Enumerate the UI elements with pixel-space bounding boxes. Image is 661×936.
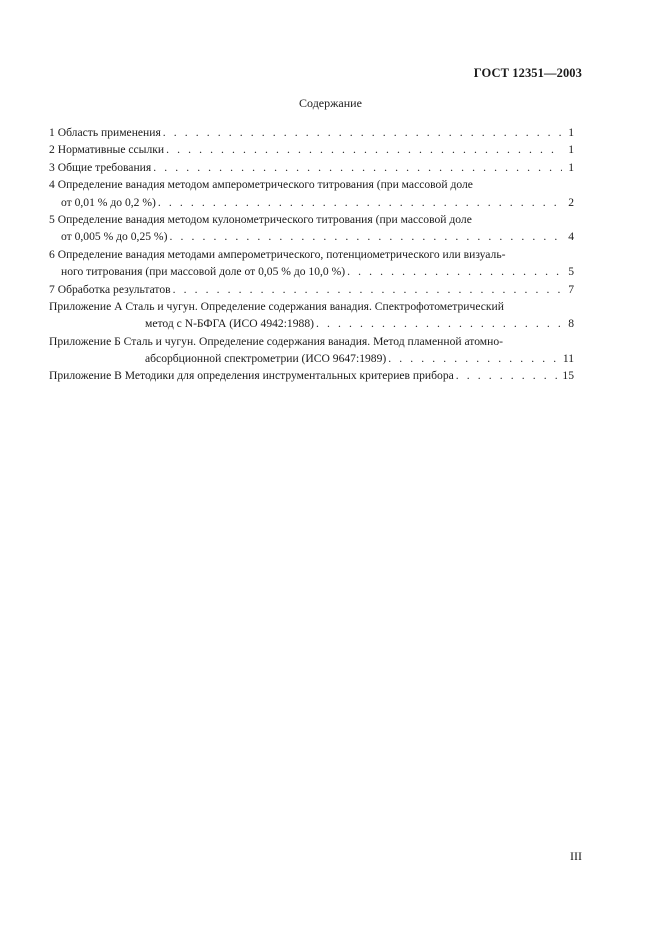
toc-entry-2[interactable]: [49, 141, 574, 158]
toc-entry-label-line1: Приложение Б Сталь и чугун. Определение содержания ванадия. Метод пламенной атомно-: [49, 334, 504, 348]
toc-entry-7[interactable]: [49, 281, 574, 298]
toc-entry-label: 7 Обработка результатов: [49, 282, 171, 296]
toc-entry-page: 11: [562, 352, 574, 366]
toc-entry-label-line1: 5 Определение ванадия методом кулонометрического титрования (при массовой доле: [49, 212, 472, 226]
toc-entry-label-line2: от 0,01 % до 0,2 %): [61, 195, 156, 209]
standard-code: ГОСТ 12351—2003: [473, 66, 582, 80]
toc-entry-page: 5: [568, 265, 574, 279]
toc-entry-label: 1 Область применения: [49, 126, 161, 139]
toc-entry-label: 2 Нормативные ссылки: [49, 143, 165, 157]
dot-leader: [166, 141, 562, 158]
toc-entry-label-line1: 6 Определение ванадия методами амперометрического, потенциометрического или визуаль-: [49, 247, 506, 261]
dot-leader: [163, 124, 562, 141]
toc-entry-5[interactable]: [49, 211, 574, 246]
dot-leader: [456, 367, 559, 384]
dot-leader: [169, 228, 562, 245]
toc-entry-label-line2: метод с N-БФГА (ИСО 4942:1988): [145, 317, 314, 331]
dot-leader: [388, 350, 559, 367]
toc-entry-label-line2: ного титрования (при массовой доле от 0,05 % до 10,0 %): [61, 265, 346, 279]
dot-leader: [316, 315, 562, 332]
toc-entry-appendix-b[interactable]: [49, 333, 574, 368]
toc-title: Содержание: [299, 96, 362, 110]
toc-entry-label-line1: Приложение А Сталь и чугун. Определение содержания ванадия. Спектрофотометрический: [49, 299, 504, 313]
table-of-contents: [49, 124, 574, 385]
toc-entry-page: 7: [568, 282, 574, 296]
toc-entry-page: 1: [568, 143, 574, 157]
toc-entry-6[interactable]: [49, 246, 574, 281]
page-number: III: [570, 849, 582, 863]
toc-entry-page: 1: [568, 160, 574, 174]
toc-entry-label-line1: 4 Определение ванадия методом амперометрического титрования (при массовой доле: [49, 178, 473, 192]
dot-leader: [158, 194, 562, 211]
toc-entry-label-line2: от 0,005 % до 0,25 %): [61, 230, 168, 244]
toc-entry-page: 2: [568, 195, 574, 209]
toc-entry-label: Приложение В Методики для определения инструментальных критериев прибора: [49, 369, 454, 383]
toc-entry-4[interactable]: [49, 176, 574, 211]
toc-entry-page: 1: [568, 126, 574, 139]
dot-leader: [347, 263, 562, 280]
toc-entry-appendix-a[interactable]: [49, 298, 574, 333]
toc-entry-label: 3 Общие требования: [49, 160, 152, 174]
toc-entry-appendix-v[interactable]: [49, 367, 574, 384]
dot-leader: [173, 281, 562, 298]
toc-entry-page: 4: [568, 230, 574, 244]
toc-entry-1[interactable]: [49, 124, 574, 141]
toc-entry-page: 8: [568, 317, 574, 331]
toc-entry-page: 15: [562, 369, 574, 383]
toc-entry-3[interactable]: [49, 159, 574, 176]
dot-leader: [153, 159, 562, 176]
toc-entry-label-line2: абсорбционной спектрометрии (ИСО 9647:1989): [145, 352, 387, 366]
